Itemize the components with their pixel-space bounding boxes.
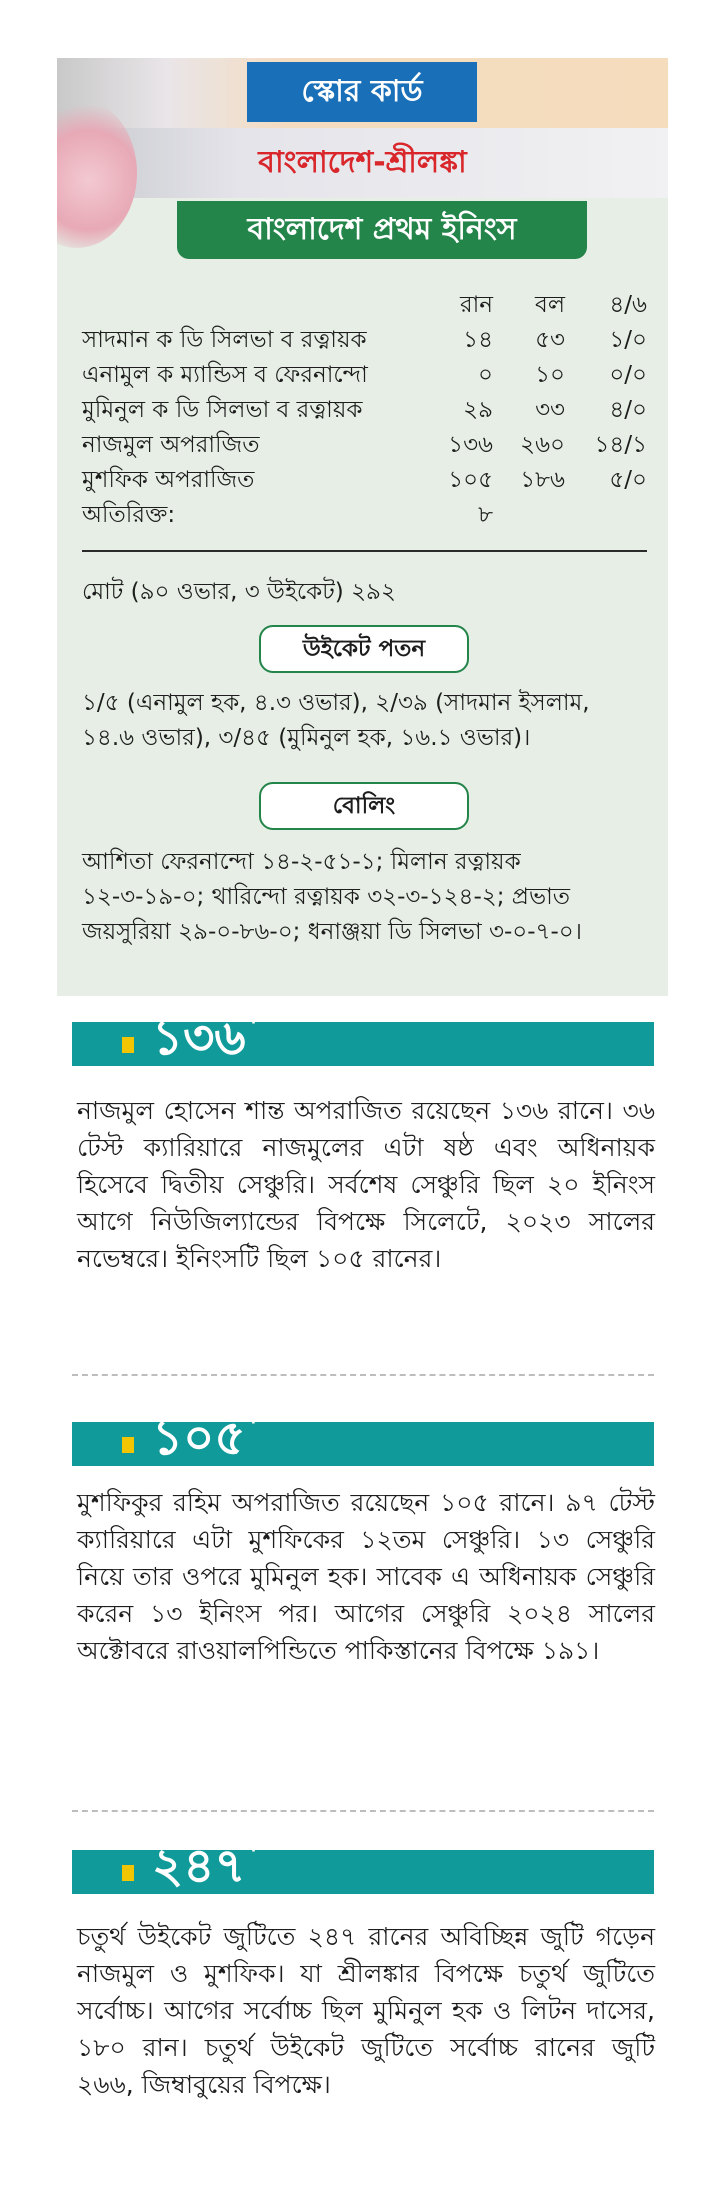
stat-marker [122,1037,134,1053]
batting-header-row [82,288,647,323]
batter-fours-sixes: ৫/০ [609,467,647,493]
stat-figure: ২৪৭* [152,1833,262,1894]
batting-row [82,358,647,393]
innings-total: মোট (৯০ ওভার, ৩ উইকেট) ২৯২ [82,579,396,605]
stat-marker [122,1437,134,1453]
batter-runs: ১৩৬ [448,432,493,458]
stat-text-partnership: চতুর্থ উইকেট জুটিতে ২৪৭ রানের অবিচ্ছিন্ন জুটি গড়েন নাজমুল ও মুশফিক। যা শ্রীলঙ্কার বিপক্ষে চতুর্থ জুটিতে সর্বোচ্চ। আগের সর্বোচ্চ ছিল মুমিনুল হক ও লিটন দাসের, ১৮০ রান। চতুর্থ উইকেট জুটিতে সর্বোচ্চ রানের জুটি ২৬৬, জিম্বাবুয়ের বিপক্ষে। [77,1922,655,2099]
bowling-text: আশিতা ফেরনান্দো ১৪-২-৫১-১; মিলান রত্নায়ক ১২-৩-১৯-০; থারিন্দো রত্নায়ক ৩২-৩-১২৪-২; প্রভাত জয়সুরিয়া ২৯-০-৮৬-০; ধনাঞ্জয়া ডি সিলভা ৩-০-৭-০। [82,849,582,945]
total-divider [82,550,647,552]
batter-name: এনামুল ক ম্যান্ডিস ব ফেরনান্দো [82,362,368,388]
stat-figure: ১৩৬* [152,1005,262,1066]
batter-balls: ৫৩ [535,327,565,353]
not-out-mark: * [245,1833,262,1868]
batter-name: মুমিনুল ক ডি সিলভা ব রত্নায়ক [82,397,363,423]
batter-balls: ১০ [535,362,565,388]
match-teams: বাংলাদেশ-শ্রীলঙ্কা [258,145,467,180]
extras-row [82,498,647,533]
stat-bar-najmul [72,1005,654,1066]
scorecard-panel [57,58,668,996]
extras-value: ৮ [478,502,493,528]
batting-table [82,288,647,533]
batter-balls: ১৮৬ [520,467,565,493]
batter-runs: ১০৫ [448,467,493,493]
stat-bar-mushfiq [72,1405,654,1466]
batter-runs: ২৯ [463,397,493,423]
scorecard-title: স্কোর কার্ড [247,62,477,122]
batter-fours-sixes: ১৪/১ [594,432,647,458]
fall-of-wickets-heading: উইকেট পতন [259,625,469,673]
stat-figure: ১০৫* [152,1405,262,1466]
batter-fours-sixes: ০/০ [609,362,647,388]
batter-balls: ৩৩ [535,397,565,423]
not-out-mark: * [245,1005,262,1040]
batting-row [82,428,647,463]
batter-fours-sixes: ১/০ [609,327,647,353]
not-out-mark: * [245,1405,262,1440]
batter-name: সাদমান ক ডি সিলভা ব রত্নায়ক [82,327,367,353]
batter-runs: ১৪ [463,327,493,353]
batting-row [82,323,647,358]
innings-title: বাংলাদেশ প্রথম ইনিংস [177,201,587,259]
balls-header: বল [535,292,565,318]
batting-row [82,463,647,498]
runs-header: রান [459,292,493,318]
section-divider [72,1374,654,1376]
fall-of-wickets-text: ১/৫ (এনামুল হক, ৪.৩ ওভার), ২/৩৯ (সাদমান ইসলাম, ১৪.৬ ওভার), ৩/৪৫ (মুমিনুল হক, ১৬.১ ওভার)। [82,690,590,751]
section-divider [72,1810,654,1812]
batting-row [82,393,647,428]
batter-balls: ২৬০ [520,432,565,458]
stat-text-najmul: নাজমুল হোসেন শান্ত অপরাজিত রয়েছেন ১৩৬ রানে। ৩৬ টেস্ট ক্যারিয়ারে নাজমুলের এটা ষষ্ঠ এবং অধিনায়ক হিসেবে দ্বিতীয় সেঞ্চুরি। সর্বশেষ সেঞ্চুরি ছিল ২০ ইনিংস আগে নিউজিল্যান্ডের বিপক্ষে সিলেটে, ২০২৩ সালের নভেম্বরে। ইনিংসটি ছিল ১০৫ রানের। [77,1096,655,1273]
stat-marker [122,1865,134,1881]
stat-bar-partnership [72,1833,654,1894]
batter-runs: ০ [478,362,493,388]
stat-text-mushfiq: মুশফিকুর রহিম অপরাজিত রয়েছেন ১০৫ রানে। ৯৭ টেস্ট ক্যারিয়ারে এটা মুশফিকের ১২তম সেঞ্চুরি। ১৩ সেঞ্চুরি নিয়ে তার ওপরে মুমিনুল হক। সাবেক এ অধিনায়ক সেঞ্চুরি করেন ১৩ ইনিংস পর। আগের সেঞ্চুরি ২০২৪ সালের অক্টোবরে রাওয়ালপিন্ডিতে পাকিস্তানের বিপক্ষে ১৯১। [77,1488,655,1665]
batter-fours-sixes: ৪/০ [609,397,647,423]
batter-name: মুশফিক অপরাজিত [82,467,255,493]
extras-label: অতিরিক্ত: [82,502,176,528]
batter-name: নাজমুল অপরাজিত [82,432,260,458]
fours-sixes-header: ৪/৬ [609,292,647,318]
bowling-heading: বোলিং [259,782,469,830]
